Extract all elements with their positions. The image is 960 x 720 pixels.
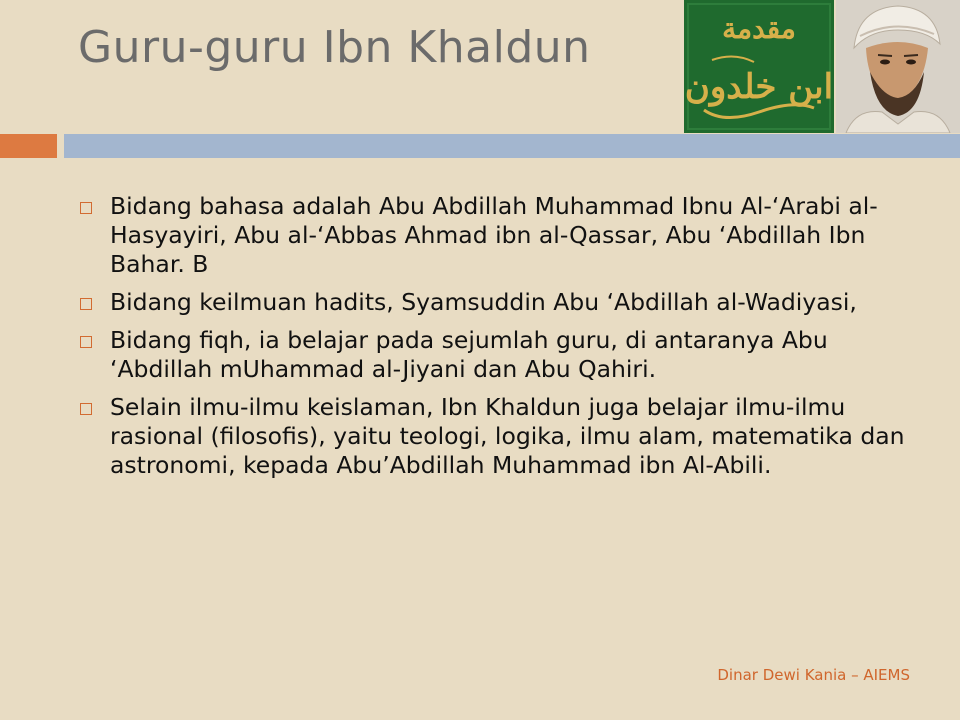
bullet-item — [68, 393, 908, 480]
bullet-list — [68, 192, 908, 489]
portrait-graphic — [836, 0, 960, 133]
bullet-text: Bidang fiqh, ia belajar pada sejumlah guru, di antaranya Abu ‘Abdillah mUhammad al-Jiyani dan Abu Qahiri. — [110, 326, 828, 383]
calligraphy-graphic — [684, 0, 834, 133]
calligraphy-top: مقدمة — [722, 12, 796, 45]
bullet-text: Selain ilmu-ilmu keislaman, Ibn Khaldun juga belajar ilmu-ilmu rasional (filosofis), yaitu teologi, logika, ilmu alam, matematika dan astronomi, kepada Abu’Abdillah Muhammad ibn Al-Abili. — [110, 393, 905, 479]
bullet-square-icon — [80, 403, 92, 415]
bullet-square-icon — [80, 336, 92, 348]
ibn-khaldun-portrait-image — [836, 0, 960, 133]
header-accent-blue — [64, 134, 960, 158]
bullet-item — [68, 192, 908, 279]
calligraphy-bottom: ابن خلدون — [684, 67, 834, 107]
footer-credit: Dinar Dewi Kania – AIEMS — [717, 666, 910, 684]
header-accent-orange — [0, 134, 57, 158]
slide-title: Guru-guru Ibn Khaldun — [78, 22, 591, 73]
bullet-item — [68, 326, 908, 384]
bullet-square-icon — [80, 298, 92, 310]
bullet-square-icon — [80, 202, 92, 214]
bullet-text: Bidang bahasa adalah Abu Abdillah Muhammad Ibnu Al-‘Arabi al-Hasyayiri, Abu al-‘Abbas Ahmad ibn al-Qassar, Abu ‘Abdillah Ibn Bahar. B — [110, 192, 878, 278]
bullet-item — [68, 288, 908, 317]
bullet-text: Bidang keilmuan hadits, Syamsuddin Abu ‘Abdillah al-Wadiyasi, — [110, 288, 857, 316]
muqaddimah-calligraphy-image — [684, 0, 834, 133]
